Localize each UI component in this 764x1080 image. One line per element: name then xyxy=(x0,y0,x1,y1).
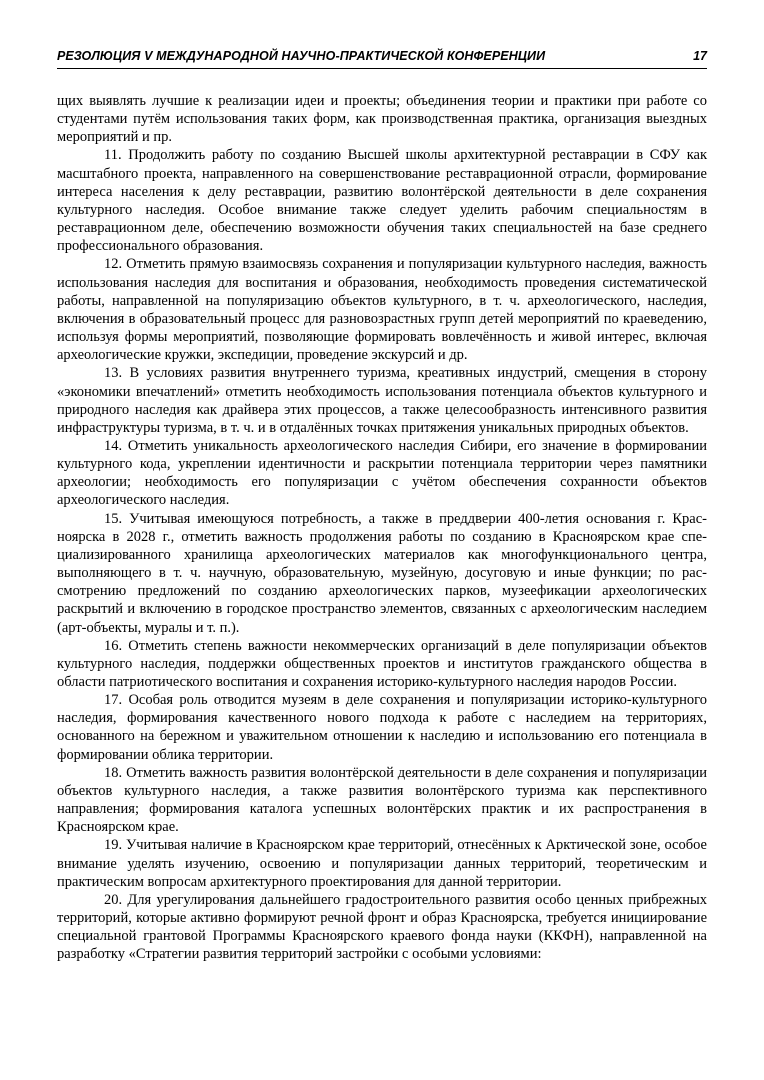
paragraph-item-14: 14. Отметить уникальность археологического наследия Сибири, его значение в формировании культурного кода, укреплении идентичности и раскрытии потенциала территории через памятники археологии; необходимость его популяризации с учётом обеспечения сохранности объектов археологического наследия. xyxy=(57,437,707,509)
running-header xyxy=(57,44,707,69)
paragraph-item-17: 17. Особая роль отводится музеям в деле сохранения и популяризации историко-культурного наследия, формирования качественного нового подхода к работе с наследием на территориях, основанного на бережном и уважительном отношении к наследию и использованию его потенциала в формировании облика территории. xyxy=(57,692,707,763)
header-title: РЕЗОЛЮЦИЯ V МЕЖДУНАРОДНОЙ НАУЧНО-ПРАКТИЧЕСКОЙ КОНФЕРЕНЦИИ xyxy=(57,49,546,63)
paragraph-item-19: 19. Учитывая наличие в Красноярском крае территорий, отнесённых к Арктической зоне, особое внимание уделять изучению, освоению и популяризации данных территорий, теоретическим и практическим вопросам архитектурного проектирования для данной территории. xyxy=(57,837,707,890)
body-text xyxy=(57,92,707,964)
paragraph-item-18: 18. Отметить важность развития волонтёрской деятельности в деле сохранения и популяризации объектов культурного наследия, а также развития волонтёрского туризма как перспективного направления; формирования каталога успешных волонтёрских практик и их распространения в Красноярском крае. xyxy=(57,764,707,836)
page-number: 17 xyxy=(693,49,707,63)
paragraph-item-12: 12. Отметить прямую взаимосвязь сохранения и популяризации культурного наследия, важность использования наследия для воспитания и образования, необходимость проведения систематической работы, направленной на популяризацию объектов культурного, в т. ч. археологического, наследия, включения в образовательный процесс для разновозрастных групп детей мероприятий по краеведению, используя формы мероприятий, позволяющие формировать вовлечённость и живой интерес, включая археологические кружки, экспедиции, проведение экскурсий и др. xyxy=(57,256,707,364)
paragraph-item-16: 16. Отметить степень важности некоммерческих организаций в деле популяризации объектов культурного наследия, поддержки общественных проектов и институтов гражданского общества в области патриотического воспитания и сохранения историко-культурного наследия народов России. xyxy=(57,637,707,690)
paragraph-item-11: 11. Продолжить работу по созданию Высшей школы архитектурной реставрации в СФУ как масштабного проекта, направленного на совершенствование реставрационной отрасли, формирование интереса населения к делу реставрации, развитию волонтёрской деятельности в деле сохранения культурного наследия. Особое внимание также следует уделить рабочим специальностям в реставрационном деле, обеспечению возможности обучения таких специальностей на базе среднего профессионального образования. xyxy=(57,147,707,255)
paragraph-item-20: 20. Для урегулирования дальнейшего градостроительного развития особо ценных прибрежных территорий, которые активно формируют речной фронт и образ Красноярска, требуется инициирование специальной грантовой Программы Красноярского краевого фонда науки (ККФН), направленной на разработку «Стратегии развития территорий застройки с особыми условиями: xyxy=(57,891,707,963)
paragraph-continued: щих выявлять лучшие к реализации идеи и проекты; объединения теории и практики при работе со студентами путём использования таких форм, как производственная практика, организация выездных мероприятий и пр. xyxy=(57,93,707,146)
paragraph-item-13: 13. В условиях развития внутреннего туризма, креативных индустрий, смещения в сторону «экономики впечатлений» отметить необходимость использования потенциала объектов культурного и природного наследия как драйвера этих процессов, а также целесообразность интенсивного развития инфраструктуры туризма, в т. ч. и в отдалённых точках притяжения уникальных природных объектов. xyxy=(57,365,707,436)
paragraph-item-15: 15. Учитывая имеющуюся потребность, а также в преддверии 400-летия основания г. Красноярска в 2028 г., отметить важность продолжения работы по созданию в Красноярском крае специализированного хранилища археологических материалов как многофункционального центра, выполняющего в т. ч. научную, образовательную, музейную, досуговую и иные функции; по рассмотрению предложений по созданию археологических парков, музеефикации археологических раскрытий и включению в городское пространство элементов, связанных с археологическим наследием (арт-объекты, муралы и т. п.). xyxy=(57,510,707,636)
